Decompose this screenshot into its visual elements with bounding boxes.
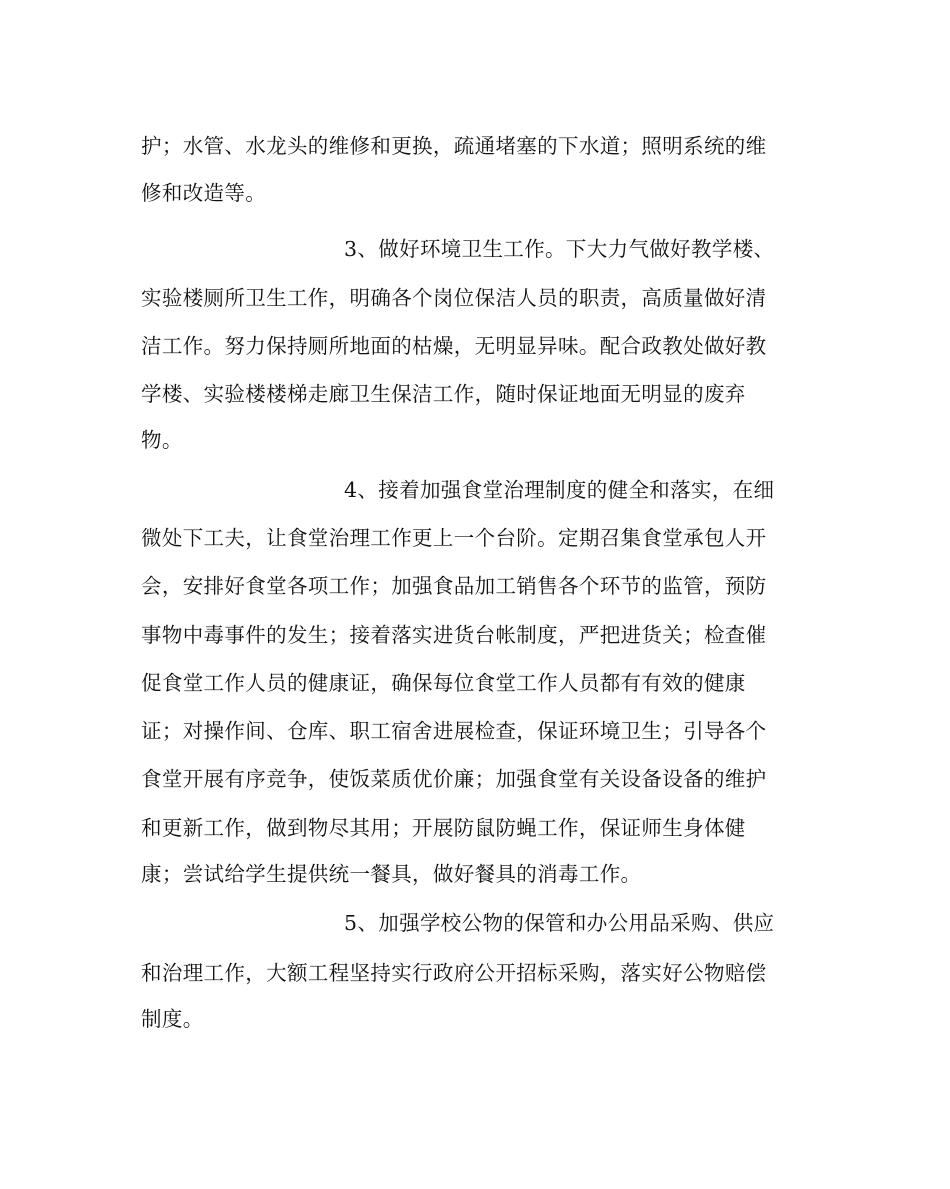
text-line: 和治理工作，大额工程坚持实行政府公开招标采购，落实好公物赔偿 xyxy=(141,961,767,985)
text-line: 事物中毒事件的发生；接着落实进货台帐制度，严把进货关；检查催 xyxy=(141,623,767,647)
text-line: 物。 xyxy=(141,428,183,452)
text-line: 护；水管、水龙头的维修和更换，疏通堵塞的下水道；照明系统的维 xyxy=(141,134,767,158)
text-line: 修和改造等。 xyxy=(141,181,267,205)
text-line: 促食堂工作人员的健康证，确保每位食堂工作人员都有有效的健康 xyxy=(141,671,746,695)
text-line: 康；尝试给学生提供统一餐具，做好餐具的消毒工作。 xyxy=(141,862,642,886)
text-line: 微处下工夫，让食堂治理工作更上一个台阶。定期召集食堂承包人开 xyxy=(141,526,767,550)
text-line: 会，安排好食堂各项工作；加强食品加工销售各个环节的监管，预防 xyxy=(141,574,767,598)
text-line: 制度。 xyxy=(141,1007,204,1031)
paragraph-5-start: 5、加强学校公物的保管和办公用品采购、供应 xyxy=(344,911,775,935)
text-line: 食堂开展有序竞争，使饭菜质优价廉；加强食堂有关设备设备的维护 xyxy=(141,767,767,791)
paragraph-4-start: 4、接着加强食堂治理制度的健全和落实，在细 xyxy=(344,478,775,502)
text-line: 洁工作。努力保持厕所地面的枯燥，无明显异味。配合政教处做好教 xyxy=(141,334,767,358)
text-line: 学楼、实验楼楼梯走廊卫生保洁工作，随时保证地面无明显的废弃 xyxy=(141,382,746,406)
text-line: 实验楼厕所卫生工作，明确各个岗位保洁人员的职责，高质量做好清 xyxy=(141,286,767,310)
text-line: 证；对操作间、仓库、职工宿舍进展检查，保证环境卫生；引导各个 xyxy=(141,719,767,743)
text-line: 和更新工作，做到物尽其用；开展防鼠防蝇工作，保证师生身体健 xyxy=(141,816,746,840)
paragraph-3-start: 3、做好环境卫生工作。下大力气做好教学楼、 xyxy=(344,237,775,261)
